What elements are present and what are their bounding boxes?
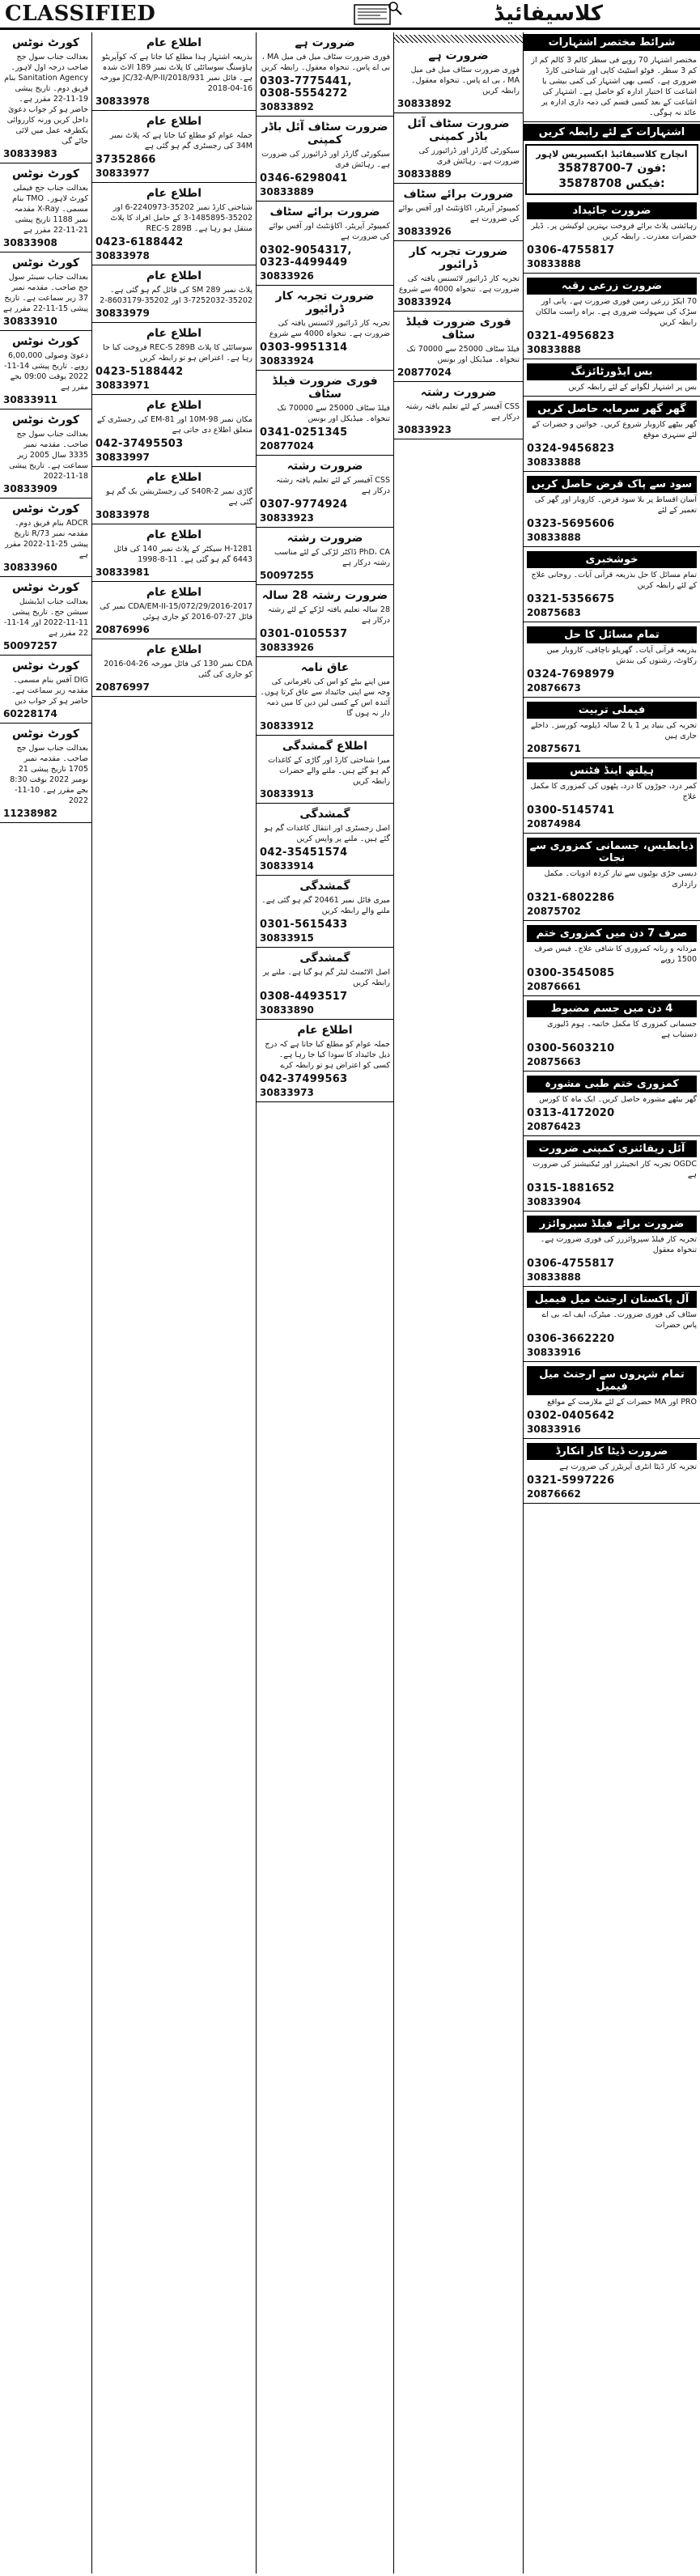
ad-body: دیسی جڑی بوٹیوں سے تیار کردہ ادویات۔ مکمل رازداری <box>544 869 697 889</box>
ad-body: بذریعہ اشتہار ہذا مطلع کیا جاتا ہے کہ کوآپریٹو ہاؤسنگ سوسائٹی کا پلاٹ نمبر 189 الاٹ شدہ ہے۔ فائل نمبر 931/JC/32-A/P-II/2018 مورخہ 16-04-2018 <box>99 53 252 93</box>
ad-reference-code: 30833889 <box>397 168 452 180</box>
ad-body: مردانہ و زنانہ کمزوری کا شافی علاج۔ فیس صرف 1500 روپے <box>534 944 697 964</box>
classified-ad <box>92 32 256 111</box>
ad-body: بعدالت جناب سول جج صاحب۔ مقدمہ نمبر 1705 تاریخ پیشی 21 نومبر 2022 بوقت 8:30 بجے مقرر ہے۔ 10-11-2022 <box>10 744 88 805</box>
ad-phone: 0300-5145741 <box>527 804 615 817</box>
ad-title: اطلاع عام <box>146 399 202 412</box>
classified-ad <box>524 1212 700 1287</box>
ad-reference-code: 30833926 <box>260 270 314 282</box>
ad-phone: 0308-4493517 <box>260 991 348 1003</box>
ad-body: تجربہ کار ڈرائیور لائسنس یافتہ کی ضرورت ہے۔ تنخواہ 4000 سے شروع <box>269 319 390 338</box>
classified-ad <box>0 331 91 410</box>
ad-title: فوری ضرورت فیلڈ سٹاف <box>405 316 511 342</box>
ad-reference-code: 30833908 <box>3 237 57 248</box>
public-notices-column <box>92 32 256 2574</box>
classified-ad <box>0 724 91 823</box>
ad-title: ضرورت ہے <box>295 36 355 49</box>
classified-ad <box>394 45 523 113</box>
classified-ad <box>257 286 393 371</box>
ad-body: فیلڈ سٹاف 25000 سے 70000 تک تنخواہ۔ میڈیکل اور بونس <box>406 345 520 364</box>
ad-title: اطلاع عام <box>146 187 202 200</box>
ad-phone: 0321-5356675 <box>527 593 615 605</box>
ad-phone: 37352866 <box>95 154 156 166</box>
ad-title: صرف 7 دن میں کمزوری ختم <box>527 925 697 942</box>
ad-reference-code: 20876661 <box>527 981 581 992</box>
ad-reference-code: 50097255 <box>260 570 314 581</box>
ad-title: تمام شہروں سے ارجنٹ میل فیمیل <box>527 1366 697 1395</box>
ad-title: کورٹ نوٹس <box>11 168 79 180</box>
contact-phone-label: فون: <box>637 162 666 175</box>
ad-title: ہیلتھ اینڈ فٹنس <box>527 762 697 779</box>
classified-ad <box>394 312 523 382</box>
ad-title: فوری ضرورت فیلڈ سٹاف <box>272 375 378 401</box>
ad-phone: 0307-9774924 <box>260 499 348 511</box>
ad-body: CSS آفیسر کے لئے تعلیم یافتہ رشتہ درکار ہے <box>405 402 520 422</box>
ad-reference-code: 30833904 <box>527 1196 581 1207</box>
ad-title: ضرورت جائیداد <box>527 202 697 219</box>
general-column <box>394 32 523 2574</box>
rates-notice <box>524 53 700 122</box>
ad-body: بذریعہ قرآنی آیات۔ گھریلو ناچاقی، کاروبار میں رکاوٹ، رشتوں کی بندش <box>546 646 697 665</box>
ad-phone: 0346-6298041 <box>260 172 348 185</box>
classified-ad <box>257 117 393 202</box>
contact-name: انچارج کلاسیفائیڈ ایکسپریس لاہور <box>536 149 688 159</box>
ad-body: بعدالت جناب جج فیملی کورٹ لاہور۔ TMO بنام مسمی۔ X-Ray مقدمہ نمبر 1188 تاریخ پیشی 21-11-22 مقرر ہے <box>12 184 88 235</box>
ad-title: فیملی تربیت <box>527 702 697 719</box>
classified-ad <box>0 253 91 331</box>
rates-banner: شرائط مختصر اشتہارات <box>524 34 700 51</box>
ad-reference-code: 30833983 <box>3 148 57 159</box>
ad-reference-code: 30833979 <box>95 308 150 319</box>
ad-title: ضرورت رشتہ 28 سالہ <box>261 589 388 602</box>
ad-body: اصل الاٹمنٹ لیٹر گم ہو گیا ہے۔ ملنے پر رابطہ کریں <box>262 968 390 987</box>
classified-ad <box>524 1287 700 1362</box>
ad-title: کورٹ نوٹس <box>11 660 79 673</box>
ad-body: شناختی کارڈ نمبر 35202-2240973-6 اور 35202-1485895-3 کے حامل افراد کا پلاٹ منتقل ہو رہا ہے۔ REC-S 289B <box>110 203 252 233</box>
ad-title: ضرورت زرعی رقبہ <box>527 278 697 295</box>
ad-phone: 0321-4956823 <box>527 330 615 342</box>
classified-ad <box>257 948 393 1020</box>
ad-body: بعدالت جناب سول جج صاحب درجہ اول لاہور۔ Sanitation Agency بنام فریق دوم۔ تاریخ پیشی 19-11-22 مقرر ہے۔ حاضر ہو کر جواب دعویٰ داخل کریں ورنہ کارروائی یکطرفہ عمل میں لائی جائے گی <box>4 53 88 146</box>
ad-reference-code: 20875671 <box>527 743 581 754</box>
ad-title: ضرورت ہے <box>428 49 489 62</box>
ad-reference-code: 30833924 <box>397 296 452 308</box>
classified-ad <box>524 198 700 274</box>
ad-title: اطلاع عام <box>146 269 202 282</box>
ad-body: کمپیوٹر آپریٹر، اکاؤنٹنٹ اور آفس بوائے کی ضرورت ہے <box>398 204 520 223</box>
classified-ad <box>92 582 256 639</box>
classified-ad <box>257 202 393 286</box>
ad-title: سود سے پاک قرض حاصل کریں <box>527 476 697 493</box>
ad-phone: 0306-3662220 <box>527 1333 615 1345</box>
ad-reference-code: 20876423 <box>527 1121 581 1132</box>
header-rule <box>0 28 700 30</box>
ad-title: کورٹ نوٹس <box>11 36 79 49</box>
decorative-hatch <box>394 35 523 43</box>
ad-reference-code: 20876673 <box>527 682 581 694</box>
ad-title: ضرورت برائے سٹاف <box>269 206 380 219</box>
ad-title: کورٹ نوٹس <box>11 503 79 516</box>
ad-body: رہائشی پلاٹ برائے فروخت بہترین لوکیشن پر۔ ڈیلر حضرات معذرت۔ رابطہ کریں <box>531 222 697 241</box>
ad-phone: 0324-7698979 <box>527 668 615 681</box>
ad-body: تجربہ کار ڈیٹا انٹری آپریٹرز کی ضرورت ہے <box>559 1462 697 1471</box>
ad-reference-code: 30833978 <box>95 509 150 520</box>
ad-body: PhD، CA ڈاکٹر لڑکی کے لئے مناسب رشتہ درکار ہے <box>274 548 390 567</box>
ad-phone: 0303-7775441, 0308-5554272 <box>260 75 352 100</box>
ad-title: خوشخبری <box>527 551 697 568</box>
ad-reference-code: 20876996 <box>95 624 150 635</box>
ad-reference-code: 30833888 <box>527 1271 581 1283</box>
ad-body: دعویٰ وصولی 6,00,000 روپے۔ تاریخ پیشی 14-11-2022 بوقت 09:00 بجے مقرر ہے <box>4 351 88 392</box>
classified-ad <box>524 834 700 921</box>
ad-title: اطلاع عام <box>146 471 202 484</box>
ad-title: کورٹ نوٹس <box>11 257 79 269</box>
ad-body: سیکورٹی گارڈز اور ڈرائیورز کی ضرورت ہے۔ رہائش فری <box>261 150 390 169</box>
classified-ad <box>257 736 393 804</box>
ad-phone: 0300-3545085 <box>527 967 615 979</box>
classified-ad <box>394 241 523 312</box>
ad-reference-code: 30833926 <box>397 226 452 237</box>
classified-ad <box>257 371 393 456</box>
ad-title: گمشدگی <box>299 880 350 893</box>
ad-phone: 0302-9054317, 0323-4499449 <box>260 244 352 269</box>
ad-title: کورٹ نوٹس <box>11 581 79 594</box>
ad-body: آسان اقساط پر بلا سود قرض۔ کاروبار اور گھر کی تعمیر کے لئے <box>534 495 697 515</box>
ad-phone: 0321-5997226 <box>527 1475 615 1487</box>
ad-reference-code: 11238982 <box>3 808 57 819</box>
ad-body: PRO اور MA حضرات کے لئے ملازمت کے مواقع <box>547 1398 697 1407</box>
ad-phone: 0301-5615433 <box>260 919 348 931</box>
classified-ad <box>524 1362 700 1439</box>
ad-title: ضرورت سٹاف آئل باڈر کمپنی <box>261 121 388 146</box>
classified-ad <box>394 184 523 241</box>
ad-phone: 042-35451574 <box>260 847 348 859</box>
ad-title: اطلاع عام <box>146 643 202 656</box>
ad-phone: 0313-4172020 <box>527 1107 615 1119</box>
ad-title: ضرورت تجربہ کار ڈرائیور <box>275 290 375 316</box>
ad-reference-code: 30833892 <box>397 98 452 109</box>
ad-body: جملہ عوام کو مطلع کیا جاتا ہے کہ پلاٹ نمبر 34M کی رجسٹری گم ہو گئی ہے <box>109 131 252 151</box>
ad-body: میری فائل نمبر 20461 گم ہو گئی ہے۔ ملنے والے رابطہ کریں <box>261 896 390 915</box>
classified-ad <box>92 524 256 582</box>
ad-body: فیلڈ سٹاف 25000 سے 70000 تک تنخواہ۔ میڈیکل اور بونس <box>277 404 390 423</box>
ad-reference-code: 30833888 <box>527 532 581 543</box>
classified-ad <box>0 577 91 656</box>
ad-title: اطلاع عام <box>146 115 202 128</box>
ad-body: تجربہ کار ڈرائیور لائسنس یافتہ کی ضرورت ہے۔ تنخواہ 4000 سے شروع <box>398 274 520 294</box>
classified-ad <box>92 265 256 323</box>
ad-phone: 042-37495503 <box>95 438 184 450</box>
ad-reference-code: 30833890 <box>260 1004 314 1016</box>
classified-title-urdu: کلاسیفائیڈ <box>494 2 603 26</box>
ad-phone: 0324-9456823 <box>527 443 615 455</box>
ad-body: ADCR بنام فریق دوم۔ مقدمہ نمبر 73/R تاریخ پیشی 25-11-2022 مقرر ہے <box>5 519 88 559</box>
classified-ad <box>524 758 700 834</box>
classified-ad <box>92 111 256 183</box>
ad-reference-code: 20876662 <box>527 1488 581 1500</box>
ad-body: جسمانی کمزوری کا مکمل خاتمہ۔ ہوم ڈلیوری دستیاب ہے <box>546 1020 697 1039</box>
ad-reference-code: 30833973 <box>260 1087 314 1098</box>
ad-phone: 0423-5188442 <box>95 366 184 378</box>
ad-body: فوری ضرورت سٹاف میل فی میل MA ، بی اے پاس۔ تنخواہ معقول۔ رابطہ کریں <box>410 66 520 95</box>
ad-title: اطلاع عام <box>146 586 202 599</box>
ad-title: اطلاع گمشدگی <box>282 740 368 753</box>
page-header <box>0 0 700 28</box>
contact-heading: اشتہارات کے لئے رابطہ کریں <box>524 124 700 141</box>
ad-body: گاڑی نمبر S40R-2 کی رجسٹریشن بک گم ہو گئی ہے <box>106 487 252 507</box>
contact-phone-line <box>530 162 694 175</box>
ad-reference-code: 30833923 <box>397 424 452 435</box>
ad-reference-code: 20875663 <box>527 1056 581 1067</box>
classified-ad <box>257 585 393 657</box>
classified-ad <box>394 382 523 439</box>
ad-phone: 042-37499563 <box>260 1073 348 1085</box>
ad-reference-code: 30833912 <box>260 720 314 732</box>
ad-reference-code: 30833960 <box>3 562 57 573</box>
classified-ad <box>524 622 700 698</box>
ad-phone: 0301-0105537 <box>260 628 348 640</box>
classified-ad <box>524 547 700 622</box>
ad-reference-code: 30833888 <box>527 456 581 468</box>
rates-and-ads-column <box>524 32 700 2574</box>
classified-ad <box>92 467 256 524</box>
ad-reference-code: 30833978 <box>95 250 150 261</box>
ad-title: کمزوری ختم طبی مشورہ <box>527 1076 697 1093</box>
ad-body: بعدالت جناب سینئر سول جج صاحب۔ مقدمہ نمبر 37 زیر سماعت ہے۔ تاریخ پیشی 15-11-22 مقرر ہے <box>3 273 88 313</box>
contact-fax-line <box>530 177 694 190</box>
ad-reference-code: 30833997 <box>95 452 150 463</box>
ad-phone: 0300-5603210 <box>527 1042 615 1055</box>
classified-ad <box>524 1439 700 1504</box>
ad-phone: 0423-6188442 <box>95 236 184 248</box>
ad-reference-code: 20875702 <box>527 906 581 917</box>
ad-title: عاق نامہ <box>300 661 350 674</box>
ad-reference-code: 30833888 <box>527 344 581 355</box>
ad-reference-code: 50097257 <box>3 640 57 651</box>
jobs-column <box>257 32 393 2574</box>
newspaper-icon <box>340 0 405 28</box>
classified-ad <box>524 274 700 359</box>
classified-ad <box>92 639 256 697</box>
ad-body: تجربہ کار فیلڈ سپروائزرز کی فوری ضرورت ہے۔ تنخواہ معقول <box>540 1235 697 1254</box>
ad-phone: 0302-0405642 <box>527 1410 615 1422</box>
contact-fax-label: فیکس: <box>626 177 665 190</box>
ad-title: گمشدگی <box>299 952 350 965</box>
ad-body: CDA نمبر 130 کی فائل مورخہ 26-04-2016 کو جاری کی گئی <box>104 660 252 679</box>
ad-body: CDA/EM-II-15/072/29/2016-2017 نمبر کی فائل 27-07-2016 کو جاری ہوئی <box>100 602 252 622</box>
ad-title: گھر گھر سرمایہ حاصل کریں <box>527 401 697 418</box>
ad-reference-code: 30833914 <box>260 860 314 872</box>
ad-body: DIG آفس بنام مسمی۔ مقدمہ زیر سماعت ہے۔ حاضر ہو کر جواب دیں <box>11 676 88 706</box>
ad-body: OGDC تجربہ کار انجینئرز اور ٹیکنیشنز کی ضرورت ہے <box>532 1160 697 1179</box>
classified-ad <box>0 499 91 577</box>
classified-ad <box>394 113 523 184</box>
ad-title: ضرورت رشتہ <box>286 460 363 473</box>
ad-reference-code: 30833981 <box>95 567 150 578</box>
classified-ad <box>524 1136 700 1212</box>
ad-reference-code: 30833977 <box>95 168 150 179</box>
ad-reference-code: 30833971 <box>95 380 150 391</box>
classified-ad <box>0 410 91 499</box>
classified-ad <box>257 1020 393 1102</box>
classified-ad <box>524 397 700 472</box>
classified-ad <box>257 456 393 528</box>
classified-ad <box>257 876 393 948</box>
ad-title: کورٹ نوٹس <box>11 414 79 427</box>
ad-body: تجربہ کی بنیاد پر 1 یا 2 سالہ ڈپلومہ کورسز۔ داخلے جاری ہیں <box>530 721 697 741</box>
ad-title: آئل ریفائنری کمپنی ضرورت <box>527 1140 697 1157</box>
ad-phone: 0303-9951314 <box>260 342 348 354</box>
ad-title: اطلاع عام <box>146 528 202 541</box>
classified-ad <box>257 657 393 736</box>
ad-reference-code: 30833924 <box>260 355 314 367</box>
ad-reference-code: 20875683 <box>527 607 581 618</box>
contact-block <box>525 144 698 195</box>
classified-ad <box>524 359 700 397</box>
classified-ad <box>92 323 256 395</box>
ad-reference-code: 30833913 <box>260 788 314 800</box>
ad-reference-code: 30833911 <box>3 394 57 405</box>
right-ads-list <box>524 198 700 1504</box>
ad-body: جملہ عوام کو مطلع کیا جاتا ہے کہ درج ذیل جائیداد کا سودا کیا جا رہا ہے۔ کسی کو اعتراض ہو تو رابطہ کرے <box>265 1040 390 1070</box>
ad-reference-code: 30833889 <box>260 186 314 197</box>
ad-title: ضرورت سٹاف آئل باڈر کمپنی <box>407 117 510 143</box>
ad-title: ضرورت برائے سٹاف <box>403 188 514 201</box>
contact-phone: 35878700-7 <box>558 162 634 175</box>
ad-reference-code: 30833888 <box>527 258 581 269</box>
classified-ad <box>257 32 393 117</box>
rates-body: مختصر اشتہار 70 روپے فی سطر کالم 3 کالم کم از کم 3 سطر۔ فوٹو اسٹیٹ کاپی اور شناختی کارڈ ضروری ہے۔ کسی بھی اشتہار کی کمی بیشی یا اشاعت کا اختیار ادارہ کو حاصل ہے۔ اشتہار کی اشاعت کے بعد کسی قسم کی ذمہ داری ادارہ پر عائد نہ ہوگی۔ <box>531 56 697 117</box>
ad-body: CSS آفیسر کے لئے تعلیم یافتہ رشتہ درکار ہے <box>275 476 390 495</box>
ad-title: ضرورت برائے فیلڈ سپروائزر <box>527 1216 697 1233</box>
ad-title: اطلاع عام <box>146 36 202 49</box>
classified-title-english: CLASSIFIED <box>5 2 156 26</box>
ad-phone: 0341-0251345 <box>260 427 348 439</box>
ad-phone: 0315-1881652 <box>527 1182 615 1195</box>
ad-reference-code: 30833923 <box>260 512 314 524</box>
ad-body: فوری ضرورت سٹاف میل فی میل MA ، بی اے پاس۔ تنخواہ معقول۔ رابطہ کریں <box>261 53 390 72</box>
ad-reference-code: 60228174 <box>3 708 57 719</box>
ad-body: سوسائٹی کا پلاٹ REC-S 289B فروخت کیا جا رہا ہے۔ اعتراض ہو تو رابطہ کریں <box>103 343 252 363</box>
classified-ad <box>0 656 91 724</box>
ad-title: آل پاکستان ارجنٹ میل فیمیل <box>527 1291 697 1308</box>
ad-reference-code: 20877024 <box>260 440 314 452</box>
ad-reference-code: 30833916 <box>527 1424 581 1435</box>
ad-title: ضرورت رشتہ <box>420 386 497 399</box>
ad-reference-code: 30833915 <box>260 932 314 944</box>
ad-reference-code: 30833909 <box>3 483 57 494</box>
ad-body: سیکورٹی گارڈز اور ڈرائیورز کی ضرورت ہے۔ رہائش فری <box>418 146 520 166</box>
ad-phone: 0323-5695606 <box>527 518 615 530</box>
ad-body: اصل رجسٹری اور انتقال کاغذات گم ہو گئے ہیں۔ ملنے پر واپس کریں <box>264 824 390 843</box>
classified-ad <box>524 1072 700 1136</box>
ad-body: 70 ایکڑ زرعی زمین فوری ضرورت ہے۔ پانی اور سڑک کی سہولت ضروری ہے۔ براہ راست مالکان رابطہ کریں <box>535 297 697 327</box>
classified-ad <box>0 32 91 163</box>
ad-title: گمشدگی <box>299 808 350 821</box>
classified-ad <box>92 395 256 467</box>
ad-title: اطلاع عام <box>146 327 202 340</box>
ad-body: میں اپنے بیٹے کو اس کی نافرمانی کی وجہ سے اپنی جائیداد سے عاق کرتا ہوں۔ آئندہ اس کے کسی لین دین کا میں ذمہ دار نہ ہوں گا <box>260 677 390 718</box>
ad-body: تمام مسائل کا حل بذریعہ قرآنی آیات۔ روحانی علاج کے لئے رابطہ کریں <box>531 571 697 590</box>
ad-body: سٹاف کی فوری ضرورت۔ میٹرک، ایف اے، بی اے پاس حضرات <box>541 1310 697 1330</box>
classified-ad <box>0 163 91 253</box>
ad-body: بس پر اشتہار لگوانے کے لئے رابطہ کریں <box>568 383 697 392</box>
classified-ad <box>257 528 393 585</box>
ad-body: میرا شناختی کارڈ اور گاڑی کے کاغذات گم ہو گئے ہیں۔ ملنے والے حضرات رابطہ کریں <box>268 756 390 786</box>
classified-ad <box>524 472 700 547</box>
ad-reference-code: 30833978 <box>95 95 150 107</box>
ad-body: کمر درد، جوڑوں کا درد، پٹھوں کی کمزوری کا مکمل علاج <box>530 782 697 801</box>
ad-title: بس ایڈورٹائزنگ <box>527 363 697 380</box>
ad-body: 28 سالہ تعلیم یافتہ لڑکے کے لئے رشتہ درکار ہے <box>267 605 390 625</box>
ad-body: بعدالت جناب سول جج صاحب۔ مقدمہ نمبر 3335 سال 2005 زیر سماعت ہے۔ تاریخ پیشی 18-11-2022 <box>9 430 88 481</box>
ad-title: تمام مسائل کا حل <box>527 626 697 643</box>
ad-reference-code: 20874984 <box>527 818 581 830</box>
classified-ad <box>524 996 700 1072</box>
ad-reference-code: 30833892 <box>260 101 314 112</box>
contact-fax: 35878708 <box>558 177 622 190</box>
ad-body: پلاٹ نمبر SM 289 کی فائل گم ہو گئی ہے۔ 35202-7252032-3 اور 35202-8603179-2 <box>100 286 252 305</box>
ad-title: کورٹ نوٹس <box>11 728 79 741</box>
ad-reference-code: 30833910 <box>3 316 57 327</box>
classified-ad <box>92 183 256 265</box>
ad-body: مکان نمبر 10M-98 اور EM-81 کی رجسٹری کے متعلق اطلاع دی جاتی ہے <box>97 415 252 435</box>
ad-title: ضرورت تجربہ کار ڈرائیور <box>409 245 508 271</box>
classified-ad <box>524 921 700 996</box>
ad-body: گھر بیٹھے مشورہ حاصل کریں۔ ایک ماہ کا کورس <box>539 1095 697 1104</box>
ad-reference-code: 20877024 <box>397 367 452 378</box>
ad-body: گھر بیٹھے کاروبار شروع کریں۔ خواتین و حضرات کے لئے سنہری موقع <box>532 420 697 439</box>
ad-title: اطلاع عام <box>297 1024 353 1037</box>
ad-phone: 0306-4755817 <box>527 1258 615 1270</box>
ad-body: بعدالت جناب ایڈیشنل سیشن جج۔ تاریخ پیشی 11-11-2022 اور 14-11-22 مقرر ہے <box>3 597 88 638</box>
ad-title: ضرورت ڈیٹا کار انکارڈ <box>527 1443 697 1460</box>
ad-reference-code: 30833926 <box>260 642 314 653</box>
ad-phone: 0321-6802286 <box>527 892 615 904</box>
ad-title: کورٹ نوٹس <box>11 335 79 348</box>
ad-reference-code: 30833916 <box>527 1347 581 1358</box>
ad-body: H-1281 سیکٹر کے پلاٹ نمبر 140 کی فائل 6443 گم ہو گئی ہے۔ 11-8-1998 <box>113 545 252 564</box>
ad-phone: 0306-4755817 <box>527 244 615 257</box>
classified-ad <box>524 698 700 758</box>
classified-ad <box>257 804 393 876</box>
ad-title: 4 دن میں جسم مضبوط <box>527 1000 697 1017</box>
ad-title: ضرورت رشتہ <box>286 532 363 545</box>
ad-reference-code: 20876997 <box>95 681 150 693</box>
ad-title: ذیابطیس، جسمانی کمزوری سے نجات <box>527 838 697 867</box>
court-notices-column <box>0 32 91 2574</box>
ad-body: کمپیوٹر آپریٹر، اکاؤنٹنٹ اور آفس بوائے کی ضرورت ہے <box>269 222 390 241</box>
